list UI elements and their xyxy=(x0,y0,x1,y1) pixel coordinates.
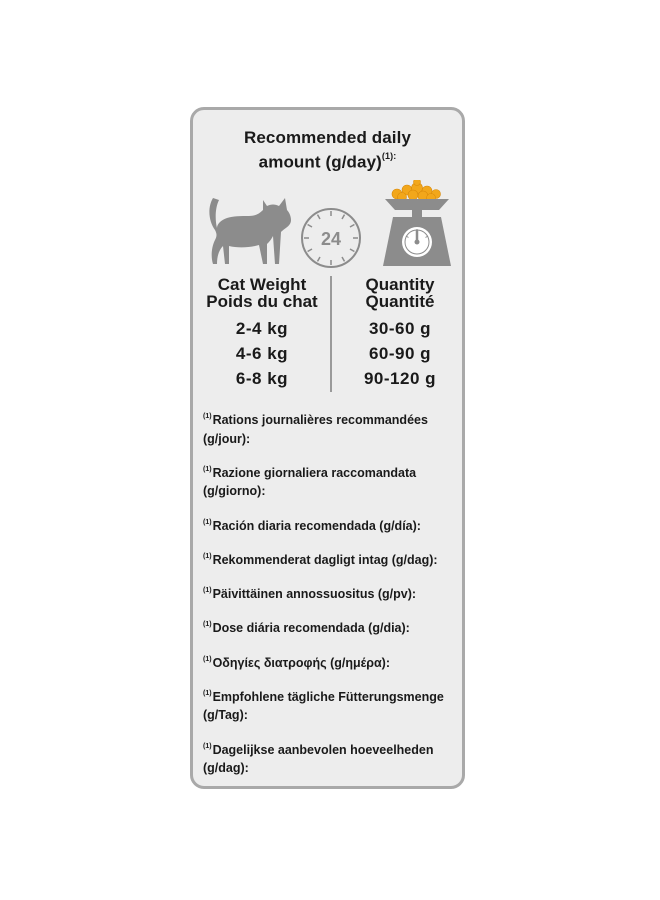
title-line-1: Recommended daily xyxy=(243,128,412,147)
cat-weight-column xyxy=(197,276,327,391)
footnote-de xyxy=(203,686,461,725)
footnote-pt xyxy=(203,617,461,638)
footnote-it xyxy=(203,462,461,501)
footnote-text: Οδηγίες διατροφής (g/ημέρα): xyxy=(212,655,391,670)
title-footnote-marker: (1): xyxy=(381,151,397,161)
cat-silhouette-icon xyxy=(205,196,295,266)
footnote-marker: (1) xyxy=(203,518,212,526)
quantity-header-en: Quantity xyxy=(365,275,435,294)
title-line-2 xyxy=(193,148,462,173)
quantity-column xyxy=(335,276,465,391)
footnote-text: Rations journalières recommandées (g/jour): xyxy=(203,413,428,446)
clock-label: 24 xyxy=(320,229,342,249)
footnote-sv xyxy=(203,549,461,570)
footnote-marker: (1) xyxy=(203,655,212,663)
footnote-text: Dose diária recomendada (g/dia): xyxy=(212,621,410,636)
column-divider xyxy=(330,276,332,392)
footnote-text: Razione giornaliera raccomandata (g/giorno): xyxy=(203,465,417,499)
footnote-text: Rekommenderat dagligt intag (g/dag): xyxy=(212,552,438,567)
footnote-marker: (1) xyxy=(203,621,212,629)
footnote-nl xyxy=(203,739,461,778)
translation-footnotes xyxy=(203,409,461,791)
weight-value: 6-8 kg xyxy=(235,369,289,388)
footnote-marker: (1) xyxy=(203,552,212,560)
quantity-value: 60-90 g xyxy=(368,344,432,363)
footnote-text: Päivittäinen annossuositus (g/pv): xyxy=(212,587,417,602)
24-hour-clock-icon xyxy=(299,206,363,270)
footnote-fr xyxy=(203,409,461,448)
quantity-value: 30-60 g xyxy=(368,319,432,338)
quantity-value: 90-120 g xyxy=(363,369,437,388)
title-line-2-text: amount (g/day) xyxy=(258,152,382,172)
feeding-guide-title xyxy=(193,128,462,173)
footnote-text: Empfohlene tägliche Fütterungsmenge (g/Tag): xyxy=(203,689,444,723)
weight-value: 2-4 kg xyxy=(235,319,289,338)
footnote-marker: (1) xyxy=(203,689,212,697)
cat-weight-header-fr: Poids du chat xyxy=(206,292,318,311)
cat-weight-header-en: Cat Weight xyxy=(217,275,307,294)
food-bowl-on-scale-icon xyxy=(379,180,459,270)
footnote-marker: (1) xyxy=(203,587,212,594)
footnote-es xyxy=(203,515,461,536)
footnote-fi xyxy=(203,583,461,604)
weight-value: 4-6 kg xyxy=(235,344,289,363)
footnote-marker: (1) xyxy=(203,742,212,750)
footnote-el xyxy=(203,652,461,673)
footnote-text: Ración diaria recomendada (g/día): xyxy=(212,518,421,533)
footnote-marker: (1) xyxy=(203,413,212,420)
feeding-guide-card xyxy=(190,107,465,789)
quantity-header-fr: Quantité xyxy=(365,292,435,311)
footnote-text: Dagelijkse aanbevolen hoeveelheden (g/dag): xyxy=(203,742,434,776)
footnote-marker: (1) xyxy=(203,465,212,473)
